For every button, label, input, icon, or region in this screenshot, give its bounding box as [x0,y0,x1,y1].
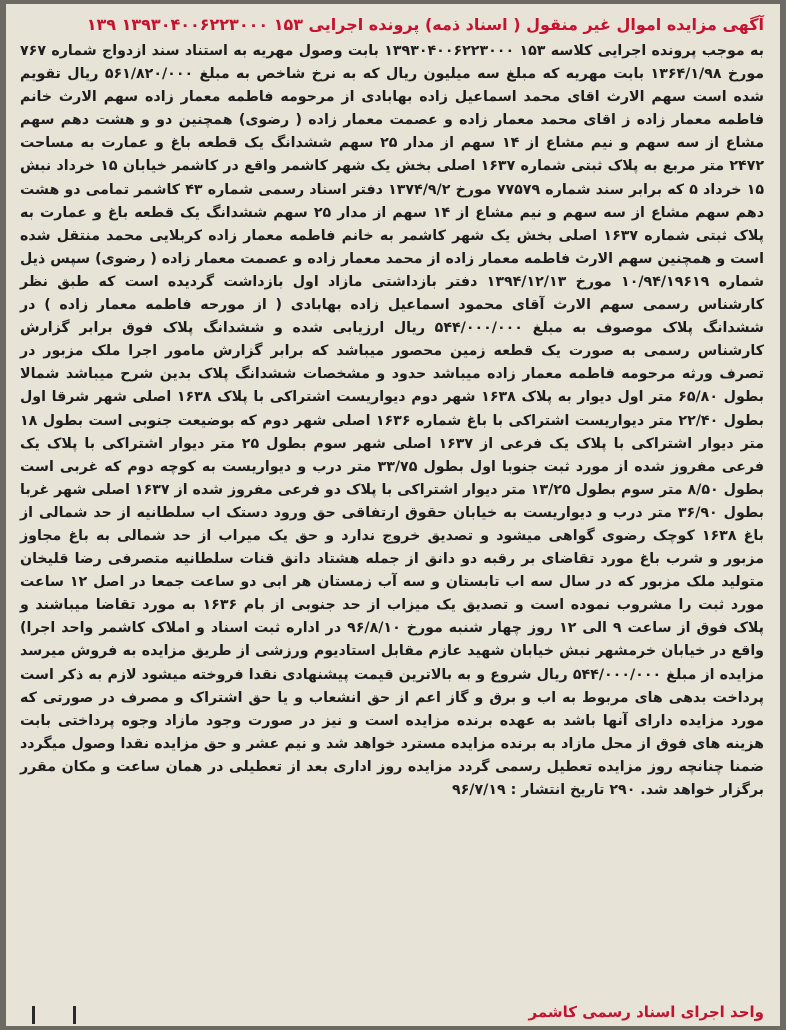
newspaper-notice [6,4,780,1026]
notice-title: آگهی مزایده اموال غیر منقول ( اسناد ذمه) پرونده اجرایی ۱۵۳ ۱۳۹۳۰۴۰۰۶۲۲۳۰۰۰ ۱۳۹ [86,15,764,34]
notice-footer: واحد اجرای اسناد رسمی کاشمر [528,1003,764,1021]
notice-body: به موجب پرونده اجرایی کلاسه ۱۵۳ ۱۳۹۳۰۴۰۰۶۲۲۳۰۰۰ بابت وصول مهریه به استناد سند ازدواج شماره ۷۶۷ مورخ ۱۳۶۴/۱/۹۸ بابت مهریه که مبلغ سه میلیون ریال که به نرخ شاخص به مبلغ ۵۶۱/۸۲۰/۰۰۰ ریال تقویم شده است سهم الارث اقای محمد اسماعیل زاده بهابادی از مرحومه فاطمه معمار زاده سهم الارث خانم فاطمه معمار زاده ز اقای محمد معمار زاده و عصمت معمار زاده ( رضوی) همچنین دو و هشت دهم سهم مشاع از سه سهم و نیم مشاع از ۱۴ سهم از مدار ۲۵ سهم ششدانگ یک قطعه باغ و عمارت به مساحت ۲۴۷۲ متر مربع به پلاک ثبتی شماره ۱۶۳۷ اصلی بخش یک شهر کاشمر واقع در کاشمر خیابان ۱۵ خرداد نبش ۱۵ خرداد ۵ که برابر سند شماره ۷۷۵۷۹ مورخ ۱۳۷۴/۹/۲ دفتر اسناد رسمی شماره ۴۳ کاشمر تمامی دو هشت دهم سهم مشاع از سه سهم و نیم مشاع از ۱۴ سهم از مدار ۲۵ سهم ششدانگ یک قطعه باغ و عمارت به پلاک ثبتی شماره ۱۶۳۷ اصلی بخش یک شهر کاشمر به خانم فاطمه معمار زاده کربلایی محمد منتقل شده است و همچنین سهم الارث فاطمه معمار زاده از محمد معمار زاده و عصمت معمار زاده ( رضوی) سپس ذیل شماره ۱۰/۹۴/۱۹۶۱۹ مورخ ۱۳۹۴/۱۲/۱۳ دفتر بازداشتی مازاد اول بازداشت گردیده است که طبق نظر کارشناس رسمی سهم الارث آقای محمود اسماعیل زاده بهابادی ( از مورحه فاطمه معمار زاده ) در ششدانگ پلاک موصوف به مبلغ ۵۴۴/۰۰۰/۰۰۰ ریال ارزیابی شده و ششدانگ پلاک فوق برابر گزارش کارشناس رسمی به صورت یک قطعه زمین محصور میباشد که برابر گزارش مامور اجرا ملک مزبور در تصرف ورثه مرحومه فاطمه معمار زاده میباشد حدود و مشخصات ششدانگ پلاک بدین شرح میباشد شمالا بطول ۶۵/۸۰ متر اول دیوار به پلاک ۱۶۳۸ شهر دوم دیواریست اشتراکی با پلاک ۱۶۳۸ اصلی شهر شرقا اول بطول ۲۲/۴۰ متر دیواریست اشتراکی با باغ شماره ۱۶۳۶ اصلی شهر دوم که بوضیعت جنوبی است بطول ۱۸ متر دیوار اشتراکی با پلاک یک فرعی از ۱۶۳۷ اصلی شهر سوم بطول ۲۵ متر دیوار اشتراکی با پلاک یک فرعی مفروز شده از مورد ثبت جنوبا اول بطول ۳۳/۷۵ متر درب و دیواریست به کوچه دوم که غربی است بطول ۸/۵۰ متر سوم بطول ۱۳/۲۵ متر دیوار اشتراکی با پلاک دو فرعی مفروز شده از ۱۶۳۷ اصلی شهر غربا بطول ۳۶/۹۰ متر درب و دیواریست به خیابان حقوق ارتفاقی حق ورود دستک اب سلطانیه از حد شمالی از باغ ۱۶۳۸ کوچک رضوی گواهی میشود و تصدیق خروج ندارد و حق یک میراب از حد شمالی به باغ مجاوز مزبور و شرب باغ مورد تقاضای بر رقبه دو دانق از جمله هشتاد دانق قنات سلطانیه متصرفی رضا قلیخان متولید ملک مزبور که در سال سه اب تابستان و سه آب زمستان هر ابی دو ساعت جمعا در اصل ۱۲ ساعت مورد ثبت را مشروب نموده است و تصدیق یک میزاب از حد جنوبی از بام ۱۶۳۶ به مورد تقاضا میباشند و پلاک فوق از ساعت ۹ الی ۱۲ روز چهار شنبه مورخ ۹۶/۸/۱۰ در اداره ثبت اسناد و املاک کاشمر واحد اجرا) واقع در خیابان خرمشهر نبش خیابان شهید عازم مقابل استادیوم ورزشی از طریق مزایده به فروش میرسد مزایده از مبلغ ۵۴۴/۰۰۰/۰۰۰ ریال شروع و به بالاترین قیمت پیشنهادی نقدا فروخته میشود لازم به ذکر است پرداخت بدهی های مربوط به اب و برق و گاز اعم از حق انشعاب و یا حق اشتراک و مصرف در صورتی که مورد مزایده دارای آنها باشد به عهده برنده مزایده است و نیز در صورت وجود مازاد وجوه پرداختی بابت هزینه های فوق از محل مازاد به برنده مزایده مسترد خواهد شد و نیم عشر و حق مزایده نقدا وصول میگردد ضمنا چنانچه روز مزایده تعطیل رسمی گردد مزایده روز اداری بعد از تعطیلی در همان ساعت و مکان مقرر برگزار خواهد شد. ۲۹۰ تاریخ انتشار : ۹۶/۷/۱۹ [20,43,765,798]
corner-mark [32,1006,76,1024]
